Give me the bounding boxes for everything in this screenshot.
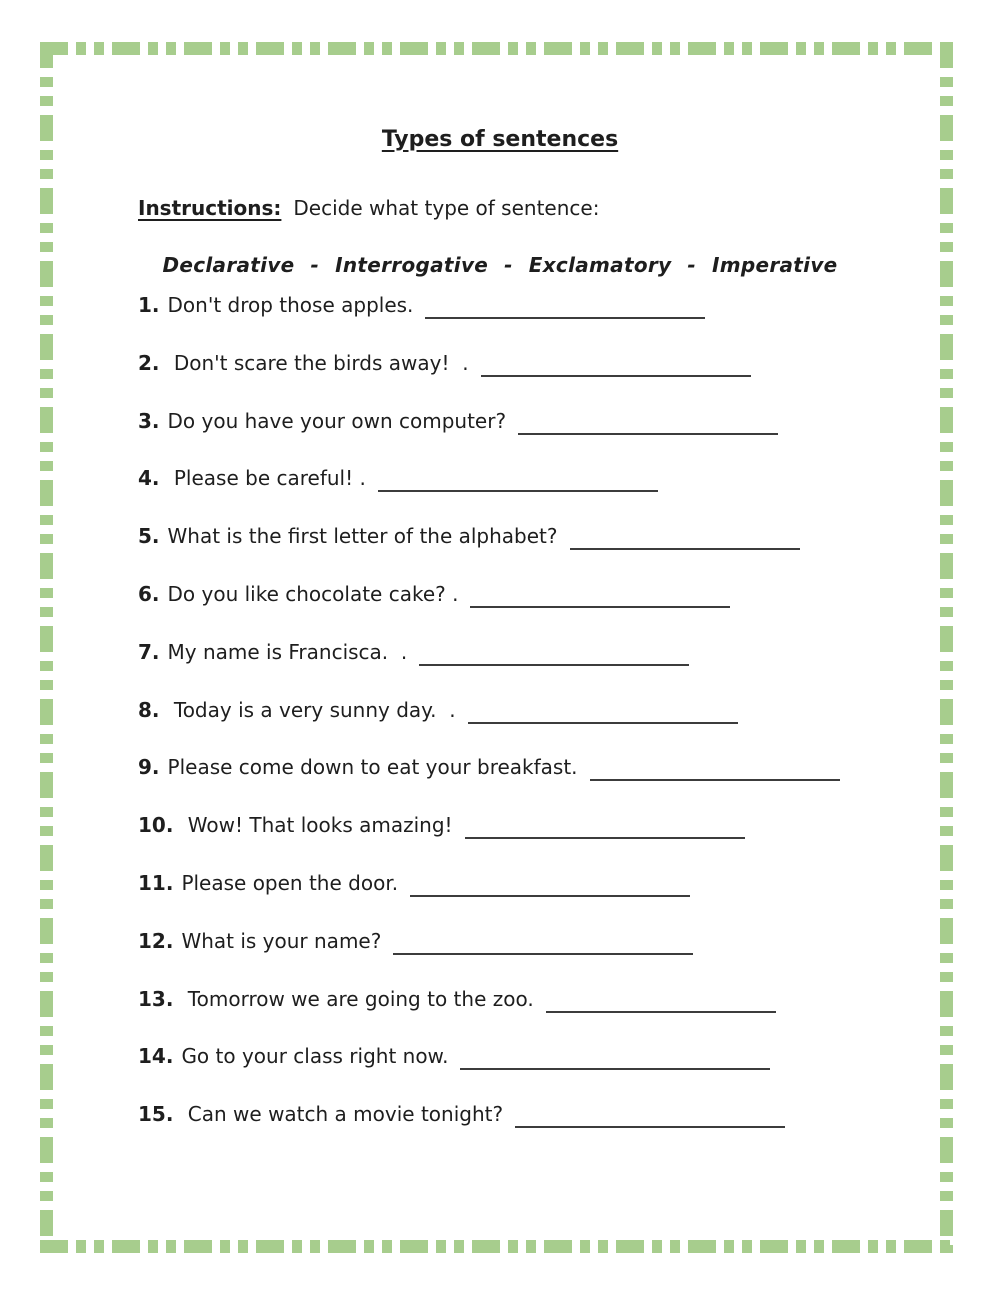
- answer-blank[interactable]: [570, 524, 800, 550]
- question-number: 6.: [138, 581, 160, 606]
- question-text: Go to your class right now.: [181, 1044, 449, 1069]
- question-row: [138, 1101, 940, 1159]
- answer-blank[interactable]: [378, 466, 658, 492]
- question-row: [138, 986, 940, 1044]
- question-row: [138, 408, 940, 466]
- question-row: [138, 1043, 940, 1101]
- question-list: [138, 292, 940, 1159]
- question-row: [138, 812, 940, 870]
- border-right: [940, 42, 953, 1253]
- question-number: 12.: [138, 928, 174, 953]
- sentence-types-line: [60, 253, 940, 277]
- question-text: Can we watch a movie tonight?: [181, 1102, 504, 1127]
- page-title: Types of sentences: [381, 126, 619, 152]
- question-text: What is the first letter of the alphabet?: [167, 524, 558, 549]
- question-row: [138, 523, 940, 581]
- question-number: 2.: [138, 350, 160, 375]
- question-number: 13.: [138, 986, 174, 1011]
- answer-blank[interactable]: [481, 351, 751, 377]
- question-number: 10.: [138, 813, 174, 838]
- question-row: [138, 928, 940, 986]
- question-row: [138, 581, 940, 639]
- question-text: My name is Francisca. .: [167, 639, 408, 664]
- question-row: [138, 870, 940, 928]
- type-separator: -: [310, 253, 320, 277]
- border-bottom: [40, 1240, 953, 1253]
- instructions-label: Instructions:: [138, 196, 282, 220]
- instructions-text: Decide what type of sentence:: [293, 196, 600, 220]
- question-text: Don't scare the birds away! .: [167, 350, 469, 375]
- question-text: Do you have your own computer?: [167, 408, 507, 433]
- question-number: 1.: [138, 293, 160, 317]
- question-number: 11.: [138, 870, 174, 895]
- question-number: 15.: [138, 1102, 174, 1127]
- answer-blank[interactable]: [515, 1102, 785, 1128]
- type-interrogative: Interrogative: [335, 253, 489, 277]
- type-exclamatory: Exclamatory: [528, 253, 672, 277]
- question-text: Today is a very sunny day. .: [167, 697, 456, 722]
- question-row: [138, 639, 940, 697]
- answer-blank[interactable]: [465, 813, 745, 839]
- question-text: Wow! That looks amazing!: [181, 813, 453, 838]
- type-separator: -: [504, 253, 513, 277]
- border-left: [40, 42, 53, 1253]
- answer-blank[interactable]: [590, 755, 840, 781]
- question-number: 5.: [138, 524, 160, 549]
- question-row: [138, 465, 940, 523]
- question-text: Please open the door.: [181, 870, 399, 895]
- question-text: Please be careful! .: [167, 466, 366, 491]
- question-row: [138, 350, 940, 408]
- question-row: [138, 754, 940, 812]
- question-number: 14.: [138, 1044, 174, 1069]
- answer-blank[interactable]: [468, 698, 738, 724]
- question-text: Don't drop those apples.: [167, 293, 414, 317]
- answer-blank[interactable]: [419, 640, 689, 666]
- answer-blank[interactable]: [460, 1044, 770, 1070]
- question-number: 7.: [138, 639, 160, 664]
- border-top: [40, 42, 953, 55]
- answer-blank[interactable]: [470, 582, 730, 608]
- question-row: [138, 292, 940, 350]
- question-text: What is your name?: [181, 928, 382, 953]
- instructions-line: [138, 196, 599, 220]
- question-number: 8.: [138, 697, 160, 722]
- question-text: Please come down to eat your breakfast.: [167, 755, 578, 780]
- question-text: Tomorrow we are going to the zoo.: [181, 986, 534, 1011]
- question-row: [138, 697, 940, 755]
- type-separator: -: [687, 253, 696, 277]
- answer-blank[interactable]: [393, 929, 693, 955]
- answer-blank[interactable]: [410, 871, 690, 897]
- type-declarative: Declarative: [162, 253, 295, 277]
- answer-blank[interactable]: [518, 409, 778, 435]
- question-number: 4.: [138, 466, 160, 491]
- question-text: Do you like chocolate cake? .: [167, 581, 459, 606]
- type-imperative: Imperative: [711, 253, 838, 277]
- question-number: 3.: [138, 408, 160, 433]
- question-number: 9.: [138, 755, 160, 780]
- answer-blank[interactable]: [425, 293, 705, 319]
- answer-blank[interactable]: [546, 987, 776, 1013]
